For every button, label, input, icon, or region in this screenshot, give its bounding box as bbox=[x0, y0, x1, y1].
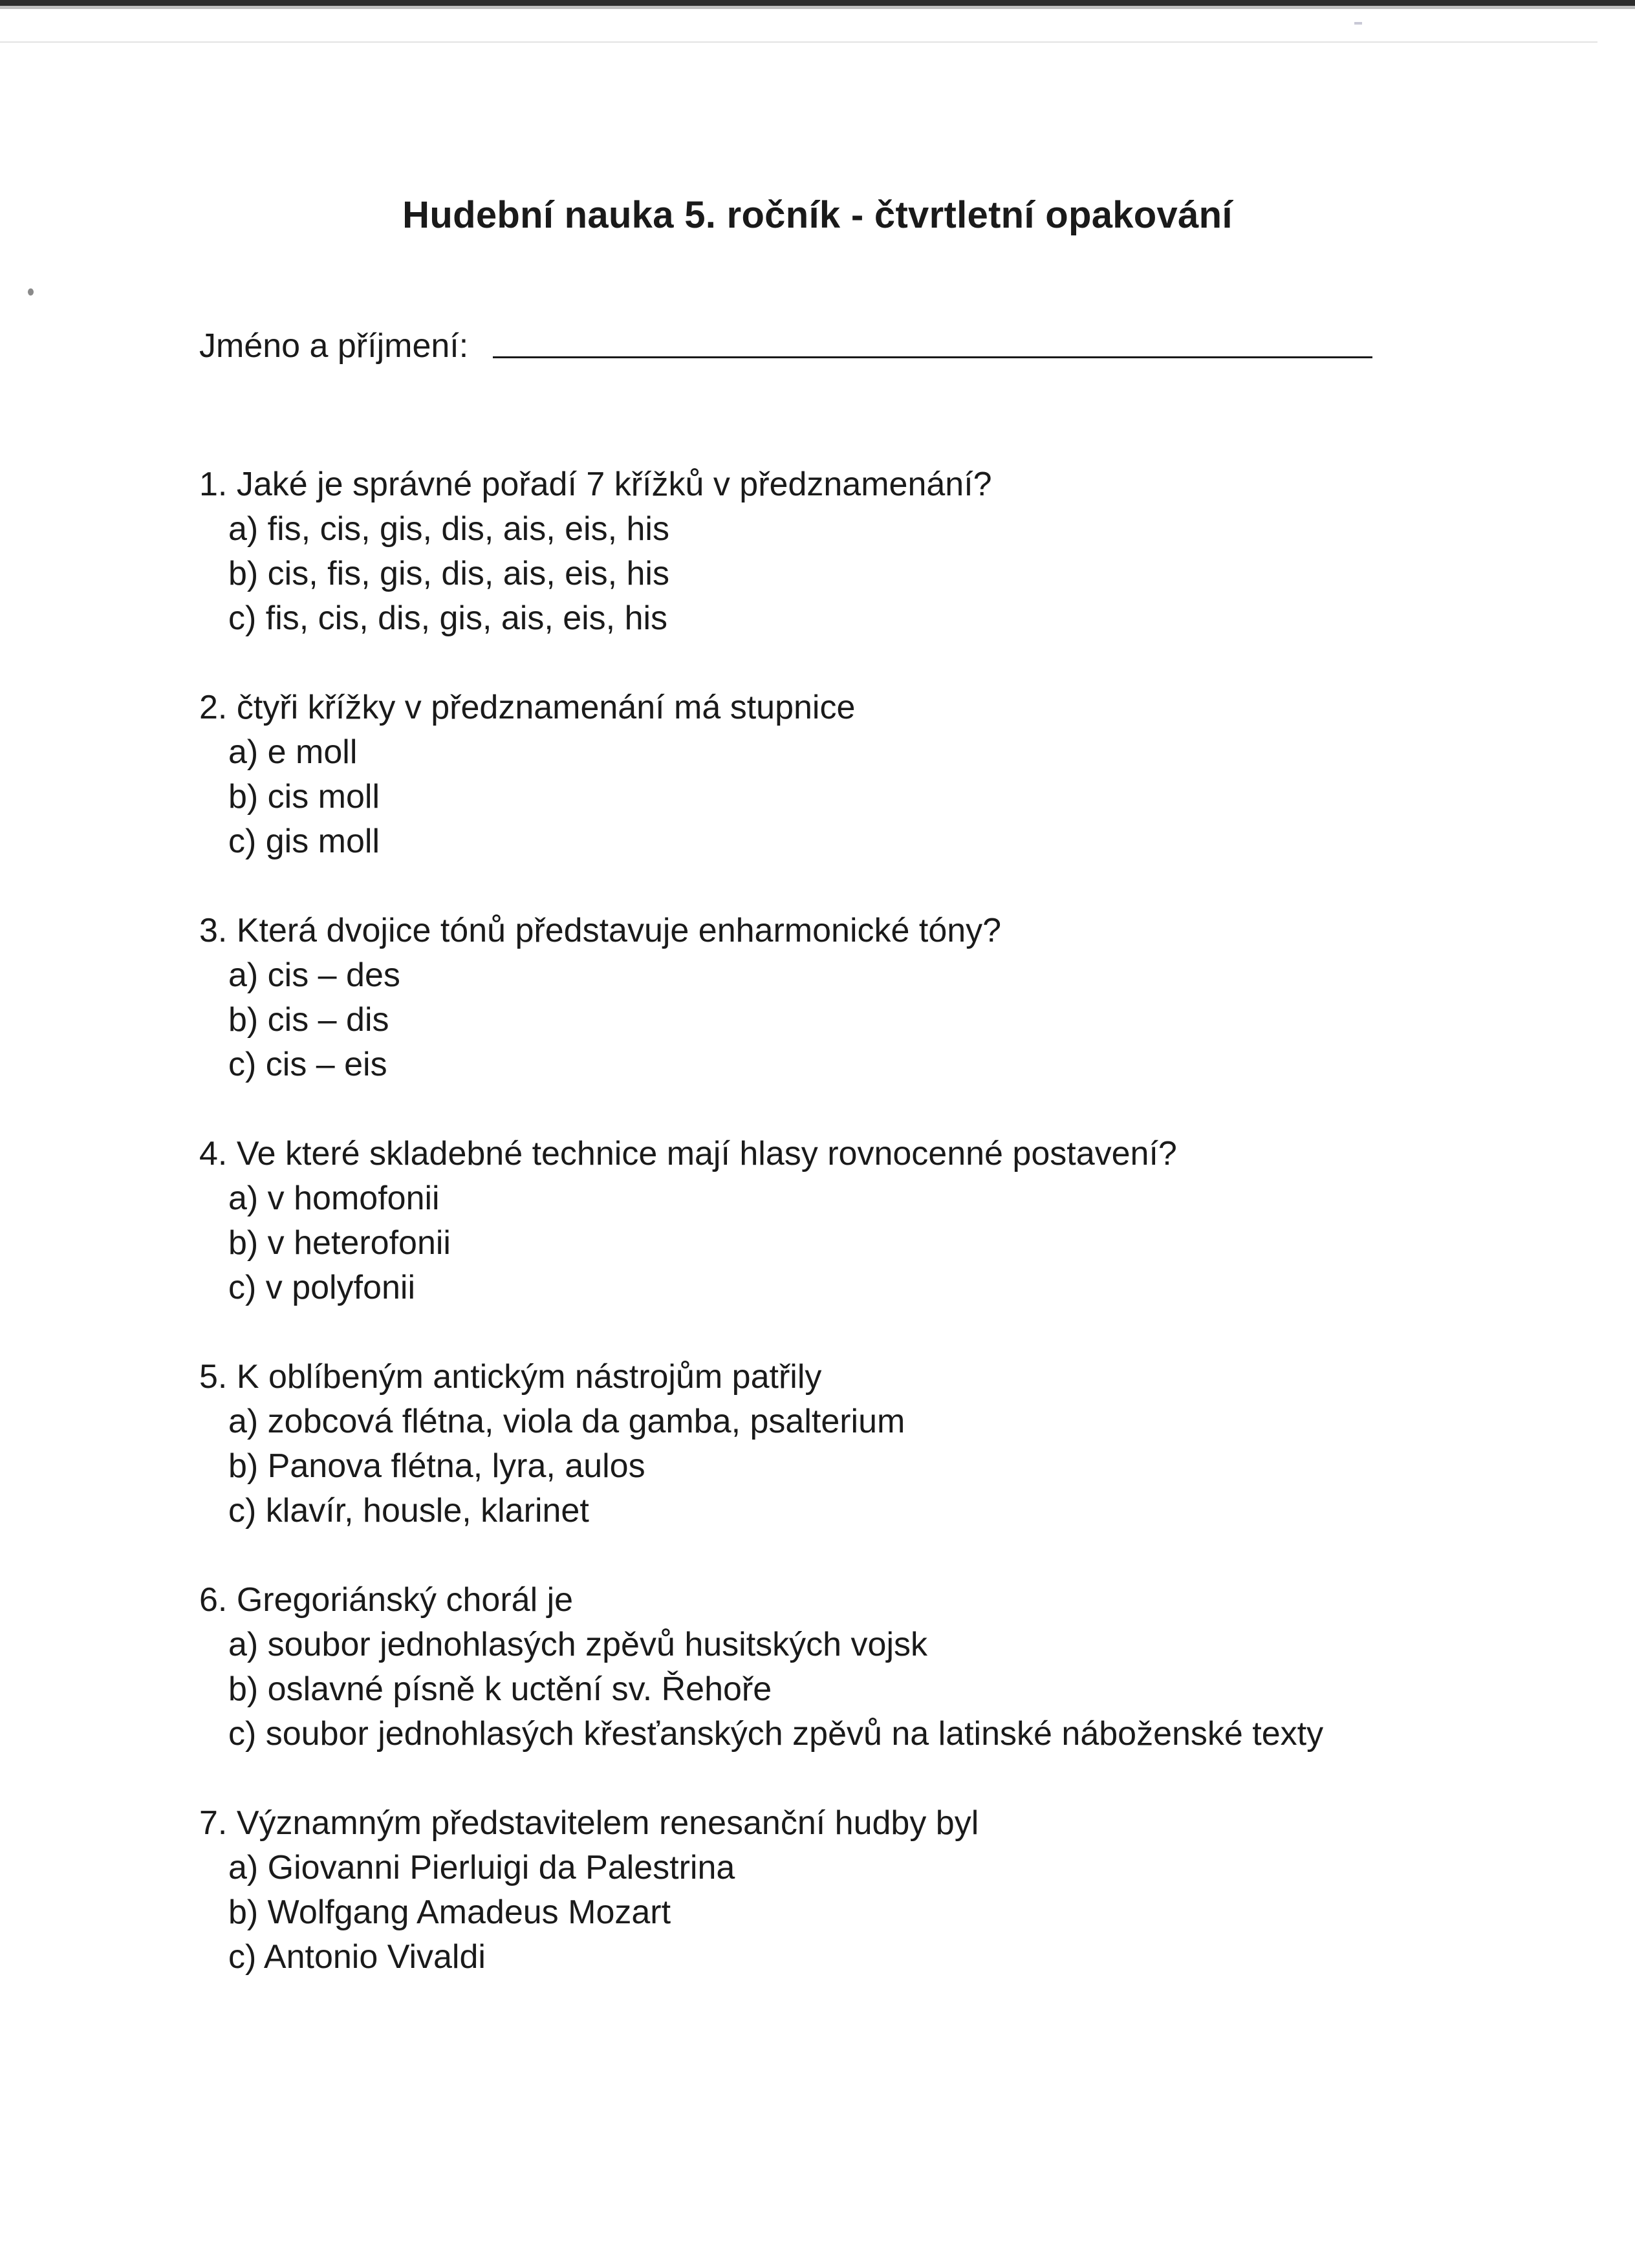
answer-option-a: a) soubor jednohlasých zpěvů husitských vojsk bbox=[228, 1626, 928, 1663]
question-text: 5. K oblíbeným antickým nástrojům patřily bbox=[199, 1358, 822, 1396]
question-5 bbox=[199, 1355, 1590, 1533]
answer-option-a: a) e moll bbox=[228, 733, 358, 771]
page-title: Hudební nauka 5. ročník - čtvrtletní opakování bbox=[402, 194, 1233, 236]
answer-option-c: c) klavír, housle, klarinet bbox=[228, 1492, 589, 1529]
answer-option-b: b) v heterofonii bbox=[228, 1224, 451, 1262]
answer-option-a: a) fis, cis, gis, dis, ais, eis, his bbox=[228, 510, 669, 548]
question-text: 3. Která dvojice tónů představuje enharmonické tóny? bbox=[199, 912, 1002, 949]
scan-top-edge-shadow bbox=[0, 6, 1635, 9]
answer-option-c: c) fis, cis, dis, gis, ais, eis, his bbox=[228, 599, 668, 637]
question-3 bbox=[199, 909, 1590, 1087]
question-text: 2. čtyři křížky v předznamenání má stupnice bbox=[199, 689, 856, 726]
question-7 bbox=[199, 1801, 1590, 1980]
answer-option-b: b) Wolfgang Amadeus Mozart bbox=[228, 1894, 671, 1931]
question-1 bbox=[199, 462, 1590, 641]
answer-option-c: c) v polyfonii bbox=[228, 1269, 415, 1306]
answer-option-a: a) Giovanni Pierluigi da Palestrina bbox=[228, 1849, 735, 1886]
answer-option-c: c) soubor jednohlasých křesťanských zpěvů na latinské náboženské texty bbox=[228, 1715, 1324, 1753]
question-text: 4. Ve které skladebné technice mají hlasy rovnocenné postavení? bbox=[199, 1135, 1177, 1172]
answer-option-a: a) v homofonii bbox=[228, 1180, 440, 1217]
answer-option-b: b) Panova flétna, lyra, aulos bbox=[228, 1447, 645, 1485]
question-6 bbox=[199, 1578, 1590, 1756]
name-field-line[interactable] bbox=[493, 356, 1372, 358]
scan-line bbox=[0, 41, 1597, 43]
question-4 bbox=[199, 1132, 1590, 1310]
question-text: 1. Jaké je správné pořadí 7 křížků v předznamenání? bbox=[199, 466, 992, 503]
answer-option-a: a) zobcová flétna, viola da gamba, psalterium bbox=[228, 1403, 905, 1440]
answer-option-c: c) Antonio Vivaldi bbox=[228, 1938, 486, 1976]
answer-option-b: b) cis, fis, gis, dis, ais, eis, his bbox=[228, 555, 669, 592]
answer-option-a: a) cis – des bbox=[228, 956, 400, 994]
scan-speck bbox=[28, 288, 34, 296]
question-2 bbox=[199, 686, 1590, 864]
answer-option-c: c) cis – eis bbox=[228, 1046, 387, 1083]
answer-option-b: b) cis – dis bbox=[228, 1001, 389, 1039]
question-text: 7. Významným představitelem renesanční hudby byl bbox=[199, 1804, 979, 1842]
question-list bbox=[199, 462, 1590, 2024]
answer-option-b: b) cis moll bbox=[228, 778, 380, 815]
answer-option-c: c) gis moll bbox=[228, 823, 380, 860]
name-field-label: Jméno a příjmení: bbox=[199, 327, 469, 365]
question-text: 6. Gregoriánský chorál je bbox=[199, 1581, 574, 1619]
scan-top-edge bbox=[0, 0, 1635, 6]
answer-option-b: b) oslavné písně k uctění sv. Řehoře bbox=[228, 1670, 772, 1708]
scan-speck bbox=[1354, 22, 1362, 25]
